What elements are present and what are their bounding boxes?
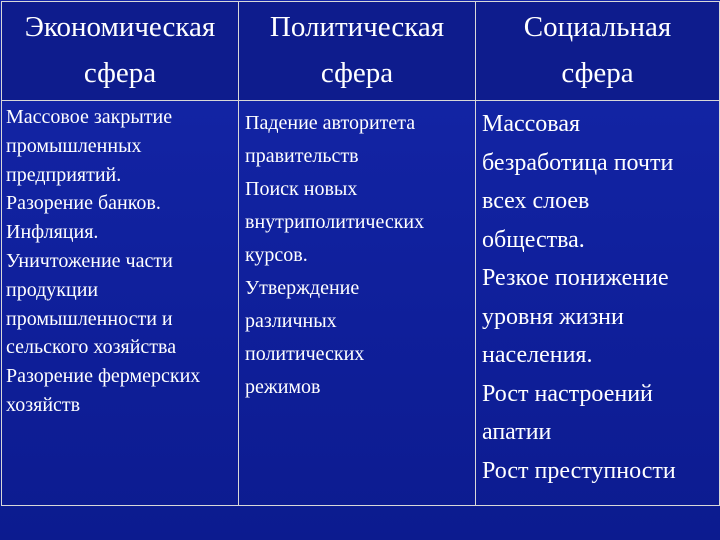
political-cell bbox=[239, 101, 476, 506]
header-political-line2: сфера bbox=[320, 57, 394, 89]
social-line: безработица почти bbox=[482, 149, 674, 176]
political-line: правительств bbox=[245, 145, 359, 167]
table-header-row bbox=[2, 2, 720, 101]
social-line: Массовая bbox=[482, 111, 581, 137]
social-line: уровня жизни bbox=[482, 303, 624, 330]
spheres-table bbox=[1, 1, 720, 506]
social-line: Резкое понижение bbox=[482, 265, 669, 291]
political-line: Поиск новых bbox=[245, 178, 358, 200]
political-line: политических bbox=[245, 343, 365, 365]
economic-line: Разорение фермерских bbox=[6, 365, 201, 388]
economic-line: Разорение банков. bbox=[6, 192, 161, 215]
header-economic-line1: Экономическая bbox=[24, 11, 216, 43]
economic-line: сельского хозяйства bbox=[6, 336, 177, 359]
economic-line: Уничтожение части bbox=[6, 249, 173, 272]
header-social-line2: сфера bbox=[561, 57, 634, 89]
header-political bbox=[239, 2, 476, 101]
header-political-line1: Политическая bbox=[269, 11, 445, 43]
social-line: общества. bbox=[482, 226, 585, 253]
header-economic bbox=[2, 2, 239, 101]
social-line: Рост преступности bbox=[482, 457, 676, 484]
social-line: апатии bbox=[482, 419, 552, 445]
header-social bbox=[476, 2, 720, 101]
economic-cell bbox=[2, 101, 239, 506]
header-social-line1: Социальная bbox=[523, 11, 672, 43]
header-economic-line2: сфера bbox=[83, 57, 157, 89]
political-line: Падение авторитета bbox=[245, 112, 416, 134]
table-row bbox=[2, 101, 720, 506]
political-line: курсов. bbox=[245, 244, 308, 266]
political-line: Утверждение bbox=[245, 277, 360, 299]
social-line: населения. bbox=[482, 342, 593, 368]
political-line: внутриполитических bbox=[245, 211, 425, 233]
economic-line: хозяйств bbox=[6, 393, 81, 416]
economic-line: продукции bbox=[6, 278, 99, 301]
economic-line: предприятий. bbox=[6, 163, 122, 186]
social-cell bbox=[476, 101, 720, 506]
economic-line: Массовое закрытие bbox=[6, 106, 173, 128]
economic-line: промышленности и bbox=[6, 307, 173, 330]
social-line: всех слоев bbox=[482, 188, 590, 214]
economic-line: Инфляция. bbox=[6, 221, 99, 244]
political-line: различных bbox=[245, 310, 337, 332]
economic-line: промышленных bbox=[6, 134, 142, 157]
social-line: Рост настроений bbox=[482, 380, 653, 407]
political-line: режимов bbox=[245, 376, 321, 398]
